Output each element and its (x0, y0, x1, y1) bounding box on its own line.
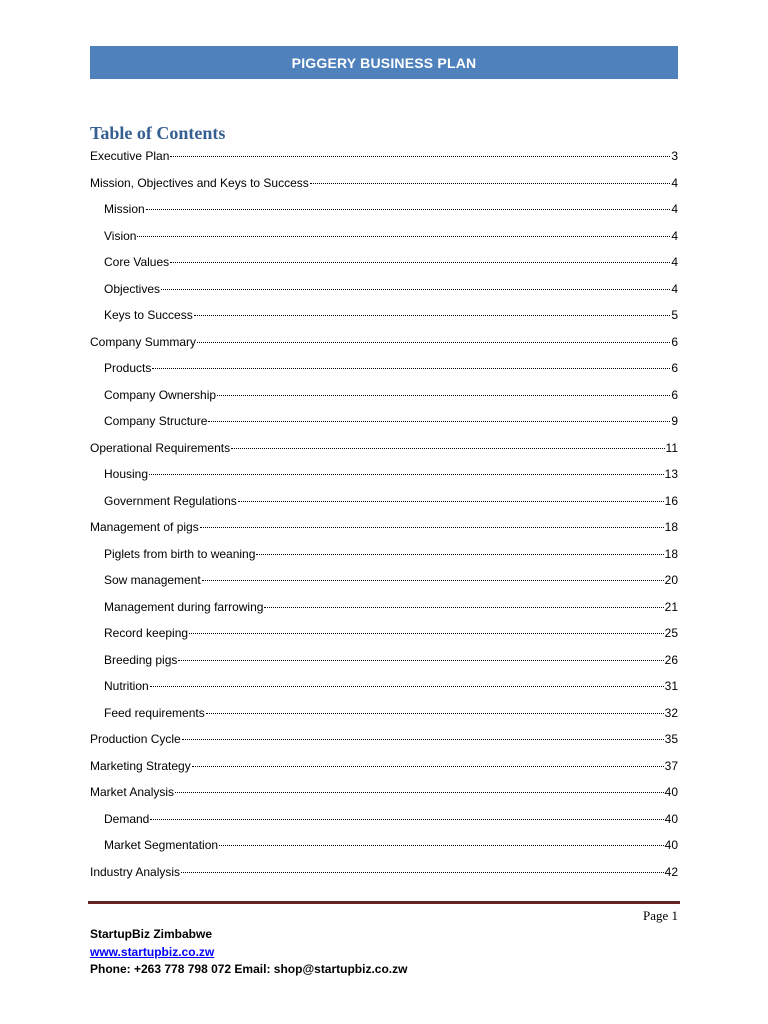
toc-dot-leader (197, 342, 670, 343)
company-name: StartupBiz Zimbabwe (90, 927, 213, 941)
toc-entry-label: Keys to Success (104, 308, 193, 322)
toc-entry-page-number: 31 (664, 679, 678, 693)
toc-entry-page-number: 3 (671, 149, 678, 163)
toc-entry-page-number: 6 (671, 334, 678, 349)
toc-entry-label: Company Summary (90, 334, 197, 349)
toc-entry[interactable] (90, 599, 678, 626)
toc-entry-page-number: 20 (664, 573, 678, 587)
toc-dot-leader (256, 554, 663, 555)
toc-entry[interactable] (90, 546, 678, 573)
toc-dot-leader (170, 262, 670, 263)
toc-entry-page-number: 4 (671, 255, 678, 269)
toc-entry[interactable] (90, 864, 678, 891)
toc-dot-leader (206, 713, 664, 714)
toc-entry[interactable] (90, 758, 678, 785)
toc-entry-page-number: 32 (664, 705, 678, 720)
toc-entry[interactable] (90, 334, 678, 361)
toc-dot-leader (170, 156, 670, 157)
toc-entry-page-number: 4 (671, 175, 678, 190)
toc-entry[interactable] (90, 148, 678, 175)
toc-entry-page-number: 25 (664, 626, 678, 640)
toc-entry-label: Executive Plan (90, 149, 170, 163)
toc-entry-page-number: 13 (664, 467, 678, 481)
toc-dot-leader (175, 792, 664, 793)
toc-entry-label: Company Ownership (104, 387, 217, 402)
toc-entry[interactable] (90, 413, 678, 440)
toc-dot-leader (217, 395, 670, 396)
toc-entry-label: Vision (104, 228, 137, 243)
toc-dot-leader (150, 686, 664, 687)
toc-entry-label: Nutrition (104, 679, 149, 693)
toc-entry-page-number: 11 (665, 440, 678, 455)
toc-entry[interactable] (90, 652, 678, 679)
toc-entry-label: Market Segmentation (104, 838, 219, 852)
toc-entry-page-number: 4 (671, 281, 678, 296)
toc-entry-page-number: 6 (671, 361, 678, 375)
footer-divider (88, 901, 680, 904)
toc-entry-label: Breeding pigs (104, 652, 178, 667)
toc-entry-label: Management during farrowing (104, 599, 264, 614)
toc-entry-label: Marketing Strategy (90, 758, 191, 773)
toc-dot-leader (208, 421, 670, 422)
toc-entry-page-number: 9 (671, 414, 678, 428)
toc-dot-leader (150, 819, 663, 820)
toc-dot-leader (181, 872, 664, 873)
toc-dot-leader (231, 448, 664, 449)
toc-entry[interactable] (90, 731, 678, 758)
toc-entry-label: Core Values (104, 255, 170, 269)
toc-entry[interactable] (90, 201, 678, 228)
toc-dot-leader (202, 580, 664, 581)
toc-entry-label: Government Regulations (104, 493, 237, 508)
toc-entry[interactable] (90, 281, 678, 308)
toc-entry[interactable] (90, 466, 678, 493)
toc-entry-page-number: 35 (664, 732, 678, 746)
toc-entry[interactable] (90, 387, 678, 414)
toc-dot-leader (219, 845, 664, 846)
toc-entry[interactable] (90, 175, 678, 202)
toc-dot-leader (146, 209, 671, 210)
toc-entry-label: Feed requirements (104, 705, 205, 720)
toc-entry-page-number: 16 (664, 493, 678, 508)
toc-dot-leader (194, 315, 671, 316)
toc-dot-leader (161, 289, 670, 290)
toc-entry-label: Demand (104, 811, 150, 826)
toc-entry-page-number: 42 (664, 864, 678, 879)
toc-entry[interactable] (90, 811, 678, 838)
footer-contact-block (90, 926, 407, 979)
toc-heading: Table of Contents (90, 123, 226, 143)
toc-entry[interactable] (90, 784, 678, 811)
toc-entry-label: Housing (104, 467, 149, 481)
toc-entry[interactable] (90, 307, 678, 334)
toc-entry-label: Market Analysis (90, 785, 175, 799)
toc-entry-label: Operational Requirements (90, 440, 231, 455)
toc-entry-page-number: 26 (664, 652, 678, 667)
toc-entry[interactable] (90, 228, 678, 255)
toc-entry[interactable] (90, 360, 678, 387)
website-link[interactable]: www.startupbiz.co.zw (90, 944, 215, 959)
toc-dot-leader (264, 607, 663, 608)
toc-entry[interactable] (90, 678, 678, 705)
toc-entry-page-number: 40 (664, 785, 678, 799)
toc-entry-label: Company Structure (104, 414, 208, 428)
toc-entry-label: Mission (104, 202, 145, 216)
toc-dot-leader (192, 766, 664, 767)
toc-entry-label: Record keeping (104, 626, 189, 640)
header-banner (90, 46, 678, 79)
contact-line: Phone: +263 778 798 072 Email: shop@startupbiz.co.zw (90, 962, 408, 976)
toc-entry-label: Management of pigs (90, 520, 199, 534)
toc-entry-page-number: 37 (664, 758, 678, 773)
toc-dot-leader (189, 633, 664, 634)
page-number: Page 1 (642, 908, 678, 923)
toc-dot-leader (137, 236, 670, 237)
toc-entry-page-number: 40 (664, 811, 678, 826)
toc-entry[interactable] (90, 254, 678, 281)
toc-dot-leader (238, 501, 664, 502)
toc-entry[interactable] (90, 625, 678, 652)
toc-entry-page-number: 6 (671, 387, 678, 402)
toc-entry-label: Industry Analysis (90, 864, 181, 879)
document-title: PIGGERY BUSINESS PLAN (291, 54, 477, 71)
toc-entry[interactable] (90, 519, 678, 546)
toc-entry-page-number: 5 (671, 308, 678, 322)
toc-entry-label: Piglets from birth to weaning (104, 546, 256, 561)
toc-dot-leader (182, 739, 664, 740)
toc-entry-page-number: 18 (664, 546, 678, 561)
toc-dot-leader (310, 183, 671, 184)
toc-entry-label: Mission, Objectives and Keys to Success (90, 175, 309, 190)
toc-entry-label: Products (104, 361, 152, 375)
toc-dot-leader (178, 660, 663, 661)
toc-entry[interactable] (90, 440, 678, 467)
toc-entry-page-number: 4 (671, 228, 678, 243)
toc-entry[interactable] (90, 837, 678, 864)
toc-entry[interactable] (90, 572, 678, 599)
toc-entry-label: Production Cycle (90, 732, 181, 746)
toc-entry-page-number: 40 (664, 838, 678, 852)
table-of-contents (90, 148, 678, 890)
toc-dot-leader (152, 368, 670, 369)
toc-entry-page-number: 4 (671, 202, 678, 216)
toc-entry[interactable] (90, 705, 678, 732)
toc-entry[interactable] (90, 493, 678, 520)
toc-entry-label: Objectives (104, 281, 161, 296)
toc-entry-page-number: 18 (664, 520, 678, 534)
toc-entry-page-number: 21 (664, 599, 678, 614)
toc-dot-leader (149, 474, 664, 475)
toc-dot-leader (200, 527, 664, 528)
toc-entry-label: Sow management (104, 573, 201, 587)
